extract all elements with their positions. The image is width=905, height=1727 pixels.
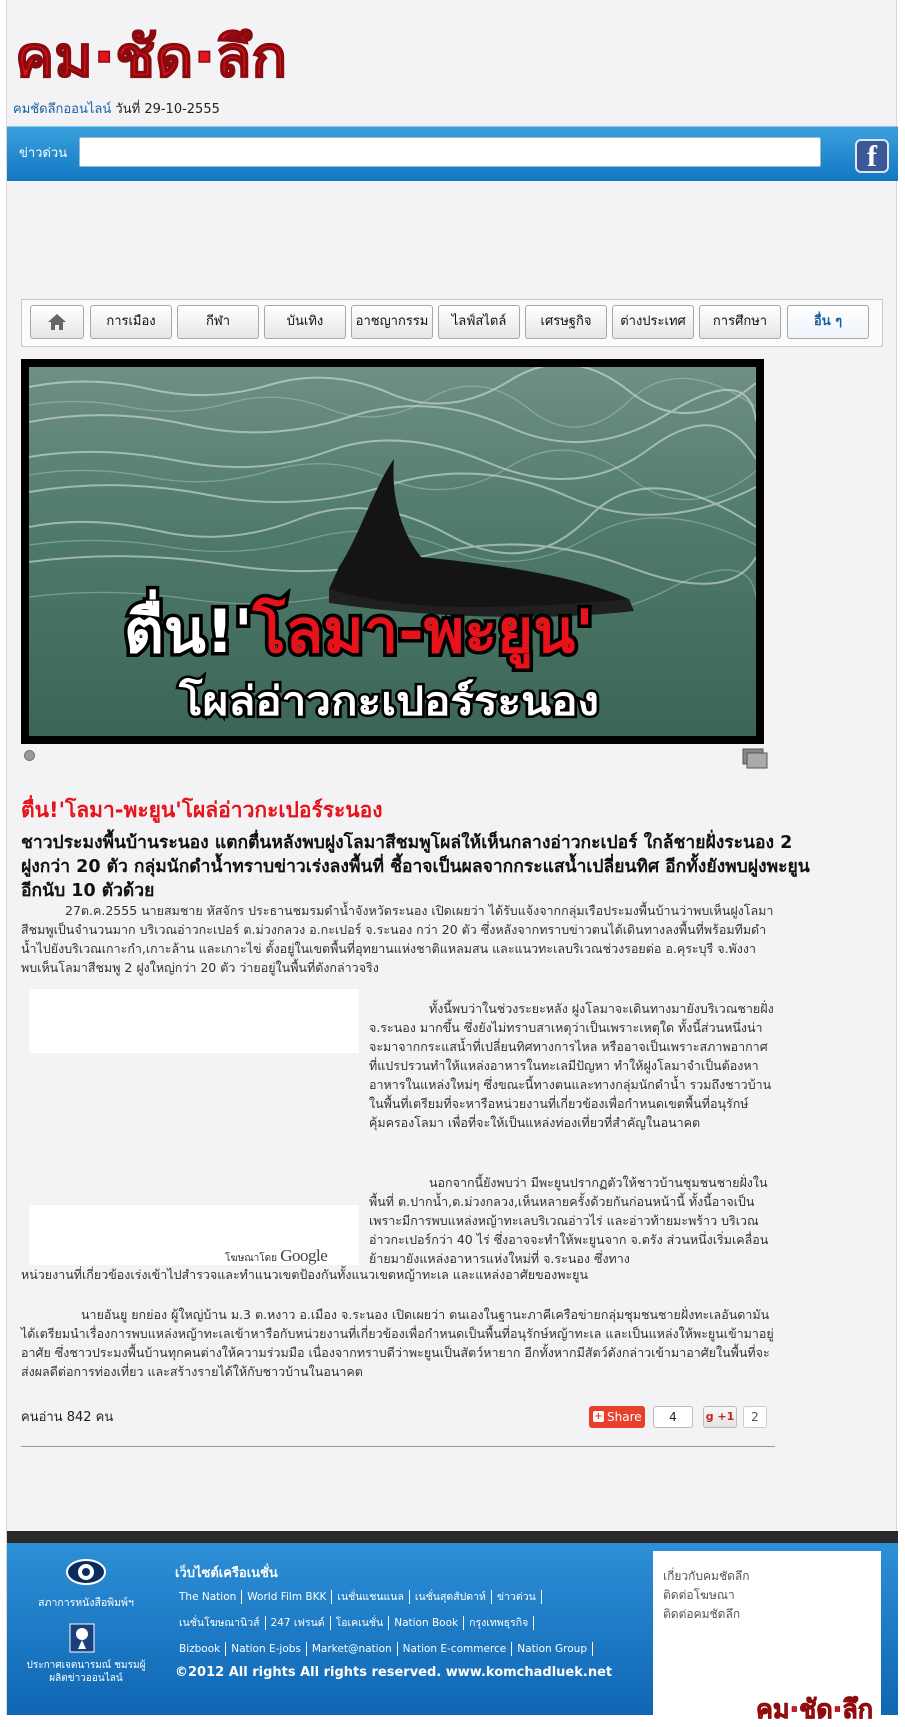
network-link[interactable]: Nation E-jobs — [226, 1642, 307, 1656]
nav-item-sports[interactable]: กีฬา — [177, 305, 259, 339]
press-council-label[interactable]: สภาการหนังสือพิมพ์ฯ — [38, 1597, 134, 1609]
date-value: 29-10-2555 — [144, 102, 220, 117]
footer-logo-text: คม·ชัด·ลึก — [756, 1695, 873, 1723]
slide-indicator-dot[interactable] — [24, 750, 35, 761]
plus-icon: + — [594, 1411, 603, 1422]
network-link[interactable]: Nation Book — [389, 1616, 464, 1630]
network-links-row-1 — [179, 1590, 542, 1604]
photo-caption-white: ตื่น!' — [124, 597, 250, 667]
share-button[interactable] — [589, 1406, 645, 1428]
footer-link-about[interactable]: เกี่ยวกับคมชัดลึก — [663, 1569, 750, 1583]
photo-caption-line2: โผล่อ่าวกะเปอร์ระนอง — [179, 679, 562, 725]
share-count: 4 — [653, 1406, 693, 1428]
online-news-association-label[interactable]: ประกาศเจตนารมณ์ ชมรมผู้ผลิตข่าวออนไลน์ — [26, 1660, 146, 1684]
footer-link-advertise[interactable]: ติดต่อโฆษณา — [663, 1588, 735, 1602]
press-council-logo-icon[interactable] — [65, 1557, 107, 1587]
article-paragraph-4: นายอันยู ยกย่อง ผู้ใหญ่บ้าน ม.3 ต.หงาว อ.เมือง จ.ระนอง เปิดเผยว่า ตนเองในฐานะภาคีเครือข่ายกลุ่มชุมชนชายฝั่งทะเลอันดามัน ได้เตรียมนำเรื่องการพบแหล่งหญ้าทะเลเข้าหารือกับหน่วยงานที่เกี่ยวข้องเพื่อกำหนดเป็นพื้นที่อนุรักษ์หญ้าทะเล และเป็นแหล่งให้พะยูนเข้ามาอยู่อาศัย ซึ่งชาวประมงพื้นบ้านทุกคนต่างให้ความร่วมมือ เนื่องจากทราบดีว่าพะยูนเป็นสัตว์หายาก อีกทั้งหากมีสัตว์ดังกล่าวเข้ามาอาศัยในพื้นที่จะส่งผลดีต่อการท่องเที่ยว และสร้างรายได้ให้กับชาวบ้านในอนาคต — [21, 1307, 774, 1379]
ad-slot-1[interactable] — [29, 989, 359, 1053]
network-link[interactable]: 247 เฟรนด์ — [266, 1616, 331, 1630]
network-sites-title: เว็บไซต์เครือเนชั่น — [175, 1566, 278, 1581]
site-footer — [7, 1531, 898, 1723]
ads-label-prefix: โฆษณาโดย — [225, 1253, 278, 1264]
article-headline: ตื่น!'โลมา-พะยูน'โผล่อ่าวกะเปอร์ระนอง — [21, 798, 383, 822]
nav-more-button[interactable]: อื่น ๆ — [787, 305, 869, 339]
article-paragraph-2: ทั้งนี้พบว่าในช่วงระยะหลัง ฝูงโลมาจะเดินทางมายังบริเวณชายฝั่ง จ.ระนอง มากขึ้น ซึ่งยังไม่ทราบสาเหตุว่าเป็นเพราะเหตุใด ทั้งนี้ส่วนหนึ่งน่าจะมาจากกระแสน้ำที่เปลี่ยนทิศทางการไหล หรืออาจเป็นเพราะสภาพอากาศที่แปรปรวนทำให้แหล่งอาหารในทะเลมีปัญหา ทำให้ฝูงโลมาจำเป็นต้องหาอาหารในแหล่งใหม่ๆ ซึ่งขณะนี้ทางตนและทางกลุ่มนักดำน้ำ รวมถึงชาวบ้านในพื้นที่เตรียมที่จะหารือหน่วยงานที่เกี่ยวข้องเพื่อกำหนดเขตพื้นที่อนุรักษ์คุ้มครองโลมา เพื่อที่จะให้เป็นแหล่งท่องเที่ยวที่สำคัญในอนาคต — [369, 1001, 774, 1130]
online-news-association-icon[interactable] — [69, 1623, 95, 1653]
date-label: วันที่ — [115, 102, 141, 117]
dateline — [13, 98, 220, 119]
site-name[interactable]: คมชัดลึกออนไลน์ — [13, 102, 112, 117]
nav-item-education[interactable]: การศึกษา — [699, 305, 781, 339]
google-plus-icon: g — [705, 1410, 714, 1423]
network-link[interactable]: The Nation — [179, 1590, 242, 1604]
footer-link-contact[interactable]: ติดต่อคมชัดลึก — [663, 1607, 741, 1621]
network-link[interactable]: เนชั่นสุดสัปดาห์ — [410, 1590, 492, 1604]
nav-home-button[interactable] — [30, 305, 84, 339]
network-links-row-2 — [179, 1616, 534, 1630]
reader-count: คนอ่าน 842 คน — [21, 1410, 114, 1425]
network-link[interactable]: โอเคเนชั่น — [331, 1616, 390, 1630]
breaking-news-label: ข่าวด่วน — [19, 146, 68, 161]
main-nav — [21, 299, 883, 347]
facebook-icon[interactable]: f — [855, 139, 889, 173]
article-paragraph-3: นอกจากนี้ยังพบว่า มีพะยูนปรากฏตัวให้ชาวบ้านชุมชนชายฝั่งในพื้นที่ ต.ปากน้ำ,ต.ม่วงกลวง,เห็นหลายครั้งด้วยกันก่อนหน้านี้ ทั้งนี้อาจเป็นเพราะมีการพบแหล่งหญ้าทะเลบริเวณอ่าวไร่ และอ่าวท้ายมะพร้าว บริเวณอ่าวกะเปอร์กว่า 40 ไร่ ซึ่งอาจจะทำให้พะยูนจาก จ.ตรัง ส่วนหนึ่งเริ่มเคลื่อนย้ายมายังแหล่งอาหารแห่งใหม่ที่ จ.ระนอง ซึ่งทาง — [369, 1175, 769, 1266]
nav-item-crime[interactable]: อาชญากรรม — [351, 305, 433, 339]
home-icon — [46, 312, 68, 332]
article-paragraph-3-continued: หน่วยงานที่เกี่ยวข้องเร่งเข้าไปสำรวจและทำแนวเขตป้องกันทั้งแนวเขตหญ้าทะเล และแหล่งอาศัยของพะยูน — [21, 1267, 589, 1282]
network-link[interactable]: เนชั่นโฆษณานิวส์ — [179, 1616, 266, 1630]
network-link[interactable]: Nation E-commerce — [398, 1642, 513, 1656]
footer-logo[interactable] — [755, 1691, 875, 1723]
network-link[interactable]: Market@nation — [307, 1642, 398, 1656]
photo-caption-overlay — [29, 367, 756, 736]
google-plus-button[interactable] — [703, 1406, 737, 1428]
google-plus-label: +1 — [717, 1410, 735, 1423]
site-logo[interactable] — [13, 20, 293, 88]
nav-item-international[interactable]: ต่างประเทศ — [612, 305, 694, 339]
network-link[interactable]: เนชั่นแชนแนล — [332, 1590, 410, 1604]
article-divider — [21, 1446, 775, 1447]
network-links-row-3 — [179, 1642, 593, 1656]
network-link[interactable]: World Film BKK — [242, 1590, 332, 1604]
breaking-news-ticker[interactable] — [79, 137, 821, 167]
ads-by-google-label[interactable] — [225, 1246, 327, 1266]
network-link[interactable]: กรุงเทพธุรกิจ — [464, 1616, 534, 1630]
photo-caption-red: โลมา-พะยูน' — [252, 597, 587, 667]
lead-photo-image — [29, 367, 756, 736]
network-link[interactable]: ข่าวด่วน — [492, 1590, 542, 1604]
network-link[interactable]: Bizbook — [179, 1642, 226, 1656]
nav-item-economy[interactable]: เศรษฐกิจ — [525, 305, 607, 339]
footer-links-box — [653, 1551, 881, 1727]
google-plus-count: 2 — [743, 1406, 767, 1428]
share-label: Share — [607, 1410, 642, 1424]
copyright-text: ©2012 All rights All rights reserved. www.komchadluek.net — [175, 1665, 613, 1680]
google-logo-text: Google — [280, 1246, 328, 1265]
article-subhead: ชาวประมงพื้นบ้านระนอง แตกตื่นหลังพบฝูงโลมาสีชมพูโผล่ให้เห็นกลางอ่าวกะเปอร์ ใกล้ชายฝั่งระนอง 2 ฝูงกว่า 20 ตัว กลุ่มนักดำน้ำทราบข่าวเร่งลงพื้นที่ ชี้อาจเป็นผลจากกระแสน้ำเปลี่ยนทิศ อีกทั้งยังพบฝูงพะยูนอีกนับ 10 ตัวด้วย — [21, 833, 810, 901]
lead-photo[interactable] — [21, 359, 764, 744]
network-link[interactable]: Nation Group — [512, 1642, 593, 1656]
nav-item-politics[interactable]: การเมือง — [90, 305, 172, 339]
breaking-news-bar — [7, 126, 898, 181]
article-paragraph-1: 27ต.ค.2555 นายสมชาย หัสจักร ประธานชมรมดำน้ำจังหวัดระนอง เปิดเผยว่า ได้รับแจ้งจากกลุ่มเรือประมงพื้นบ้านว่าพบเห็นฝูงโลมาสีชมพูเป็นจำนวนมาก บริเวณอ่าวกะเปอร์ ต.ม่วงกลวง อ.กะเปอร์ จ.ระนอง กว่า 20 ตัว ซึ่งหลังจากทราบข่าวตนได้เดินทางลงพื้นที่พร้อมทีมดำน้ำไปยังบริเวณเกาะกำ,เกาะล้าน และเกาะไข่ ตั้งอยู่ในเขตพื้นที่อุทยานแห่งชาติแหลมสน และแนวทะเลบริเวณช่วงรอยต่อ อ.คุระบุรี จ.พังงา พบเห็นโลมาสีชมพู 2 ฝูงใหญ่กว่า 20 ตัว ว่ายอยู่ในพื้นที่ดังกล่าวจริง — [21, 903, 774, 975]
svg-text:ตื่น!'โลมา-พะยูน' — [124, 589, 594, 669]
nav-item-lifestyle[interactable]: ไลฟ์สไตล์ — [438, 305, 520, 339]
nav-item-entertainment[interactable]: บันเทิง — [264, 305, 346, 339]
gallery-icon[interactable] — [742, 748, 768, 770]
logo-text: คม·ชัด·ลึก — [15, 25, 287, 88]
